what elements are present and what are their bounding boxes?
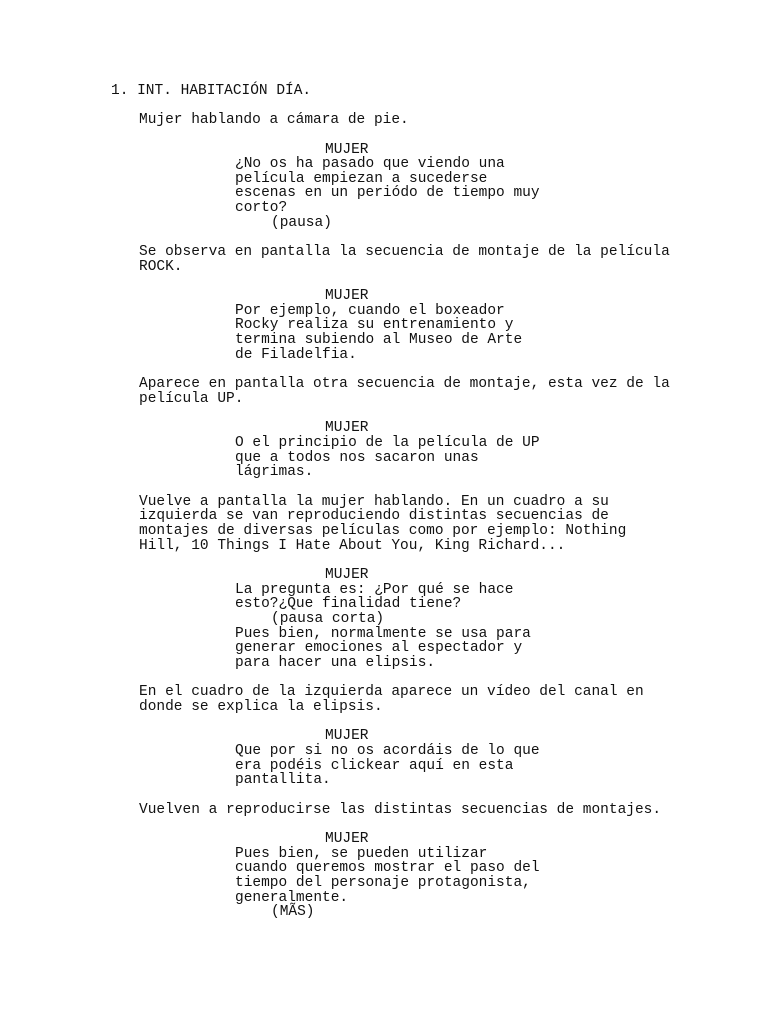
dialogue-line: termina subiendo al Museo de Arte — [235, 332, 523, 348]
dialogue-line: esto?¿Que finalidad tiene? — [235, 596, 462, 612]
action-line: montajes de diversas películas como por ejemplo: Nothing — [139, 523, 627, 539]
dialogue-line: que a todos nos sacaron unas — [235, 450, 479, 466]
action-line: En el cuadro de la izquierda aparece un vídeo del canal en — [139, 684, 644, 700]
dialogue-line: era podéis clickear aquí en esta — [235, 758, 514, 774]
action-line: Se observa en pantalla la secuencia de montaje de la película — [139, 244, 670, 260]
action-line: película UP. — [139, 391, 244, 407]
character-name: MUJER — [325, 420, 369, 436]
character-name: MUJER — [325, 567, 369, 583]
action-line: Mujer hablando a cámara de pie. — [139, 112, 409, 128]
character-name: MUJER — [325, 831, 369, 847]
dialogue-line: Por ejemplo, cuando el boxeador — [235, 303, 505, 319]
more-marker: (MÃS) — [271, 904, 315, 920]
dialogue-line: para hacer una elipsis. — [235, 655, 436, 671]
character-name: MUJER — [325, 288, 369, 304]
action-line: izquierda se van reproduciendo distintas secuencias de — [139, 508, 609, 524]
parenthetical: (pausa) — [271, 215, 332, 231]
action-line: Aparece en pantalla otra secuencia de montaje, esta vez de la — [139, 376, 670, 392]
action-line: Hill, 10 Things I Hate About You, King Richard... — [139, 538, 566, 554]
dialogue-line: lágrimas. — [235, 464, 314, 480]
dialogue-line: generalmente. — [235, 890, 349, 906]
action-line: Vuelven a reproducirse las distintas secuencias de montajes. — [139, 802, 662, 818]
dialogue-line: ¿No os ha pasado que viendo una — [235, 156, 505, 172]
dialogue-line: O el principio de la película de UP — [235, 435, 540, 451]
dialogue-line: Pues bien, normalmente se usa para — [235, 626, 531, 642]
parenthetical: (pausa corta) — [271, 611, 385, 627]
dialogue-line: cuando queremos mostrar el paso del — [235, 860, 540, 876]
dialogue-line: Rocky realiza su entrenamiento y — [235, 317, 514, 333]
dialogue-line: Que por si no os acordáis de lo que — [235, 743, 540, 759]
action-line: donde se explica la elipsis. — [139, 699, 383, 715]
dialogue-line: escenas en un periódo de tiempo muy — [235, 185, 540, 201]
dialogue-line: Pues bien, se pueden utilizar — [235, 846, 488, 862]
dialogue-line: generar emociones al espectador y — [235, 640, 523, 656]
dialogue-line: tiempo del personaje protagonista, — [235, 875, 531, 891]
dialogue-line: película empiezan a sucederse — [235, 171, 488, 187]
dialogue-line: pantallita. — [235, 772, 331, 788]
dialogue-line: de Filadelfia. — [235, 347, 357, 363]
action-line: ROCK. — [139, 259, 183, 275]
character-name: MUJER — [325, 728, 369, 744]
action-line: Vuelve a pantalla la mujer hablando. En un cuadro a su — [139, 494, 609, 510]
dialogue-line: corto? — [235, 200, 288, 216]
scene-heading: 1. INT. HABITACIÓN DÍA. — [111, 83, 312, 99]
character-name: MUJER — [325, 142, 369, 158]
dialogue-line: La pregunta es: ¿Por qué se hace — [235, 582, 514, 598]
